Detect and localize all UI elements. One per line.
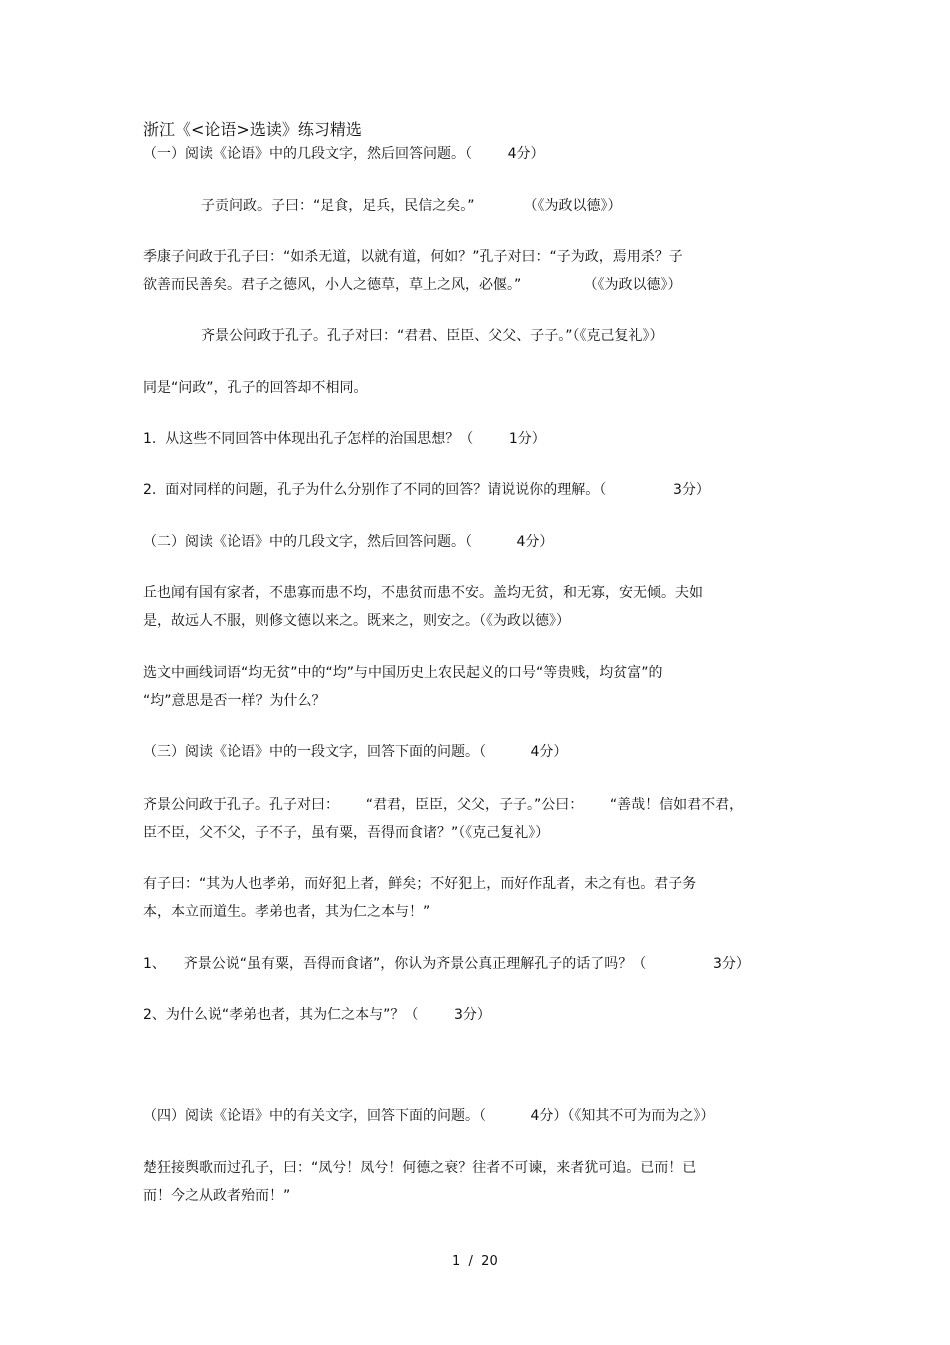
page-number: 1 / 20 bbox=[452, 1254, 498, 1269]
section-1-heading: （一）阅读《论语》中的几段文字，然后回答问题。（ 4分） bbox=[143, 146, 545, 162]
section-4-passage-line-2: 而！今之从政者殆而！” bbox=[143, 1188, 291, 1204]
section-1-passage-2-line-1: 季康子问政于孔子曰：“如杀无道，以就有道，何如？”孔子对曰：“子为政，焉用杀？子 bbox=[143, 249, 683, 265]
section-1-note: 同是“问政”，孔子的回答却不相同。 bbox=[143, 380, 368, 396]
section-4-passage-line-1: 楚狂接舆歌而过孔子，曰：“凤兮！凤兮！何德之衰？往者不可谏，来者犹可追。已而！已 bbox=[143, 1160, 697, 1176]
section-3-passage-1-line-2: 臣不臣，父不父，子不子，虽有粟，吾得而食诸？”（《克己复礼》） bbox=[143, 825, 550, 841]
section-2-question-line-2: “均”意思是否一样？为什么？ bbox=[143, 693, 326, 709]
section-1-passage-1: 子贡问政。子曰：“足食，足兵，民信之矣。” （《为政以德》） bbox=[201, 198, 622, 214]
section-2-passage-line-1: 丘也闻有国有家者，不患寡而患不均，不患贫而患不安。盖均无贫，和无寡，安无倾。夫如 bbox=[143, 585, 703, 601]
section-2-question-line-1: 选文中画线词语“均无贫”中的“均”与中国历史上农民起义的口号“等贵贱，均贫富”的 bbox=[143, 665, 663, 681]
section-2-heading: （二）阅读《论语》中的几段文字，然后回答问题。（ 4分） bbox=[143, 534, 554, 550]
section-2-passage-line-2: 是，故远人不服，则修文德以来之。既来之，则安之。（《为政以德》） bbox=[143, 613, 570, 629]
section-3-passage-2-line-1: 有子曰：“其为人也孝弟，而好犯上者，鲜矣；不好犯上，而好作乱者，未之有也。君子务 bbox=[143, 876, 697, 892]
section-4-heading: （四）阅读《论语》中的有关文字，回答下面的问题。（ 4分）（《知其不可为而为之》） bbox=[143, 1108, 715, 1124]
section-1-question-2: 2. 面对同样的问题，孔子为什么分别作了不同的回答？请说说你的理解。（ 3分） bbox=[143, 482, 710, 498]
document-title: 浙江《<论语>选读》练习精选 bbox=[143, 120, 362, 139]
section-3-passage-1-line-1: 齐景公问政于孔子。孔子对曰： “君君，臣臣，父父，子子。”公曰： “善哉！信如君不君， bbox=[143, 797, 744, 813]
section-1-question-1: 1. 从这些不同回答中体现出孔子怎样的治国思想？（ 1分） bbox=[143, 431, 546, 447]
section-3-question-1: 1、 齐景公说“虽有粟，吾得而食诸”，你认为齐景公真正理解孔子的话了吗？（ 3分） bbox=[143, 956, 750, 972]
section-3-question-2: 2、为什么说“孝弟也者，其为仁之本与”？（ 3分） bbox=[143, 1007, 491, 1023]
section-3-passage-2-line-2: 本，本立而道生。孝弟也者，其为仁之本与！” bbox=[143, 904, 431, 920]
section-3-heading: （三）阅读《论语》中的一段文字，回答下面的问题。（ 4分） bbox=[143, 744, 568, 760]
section-1-passage-2-line-2: 欲善而民善矣。君子之德风，小人之德草，草上之风，必偃。” （《为政以德》） bbox=[143, 277, 682, 293]
section-1-passage-3: 齐景公问政于孔子。孔子对曰：“君君、臣臣、父父、子子。”（《克己复礼》） bbox=[201, 328, 664, 344]
